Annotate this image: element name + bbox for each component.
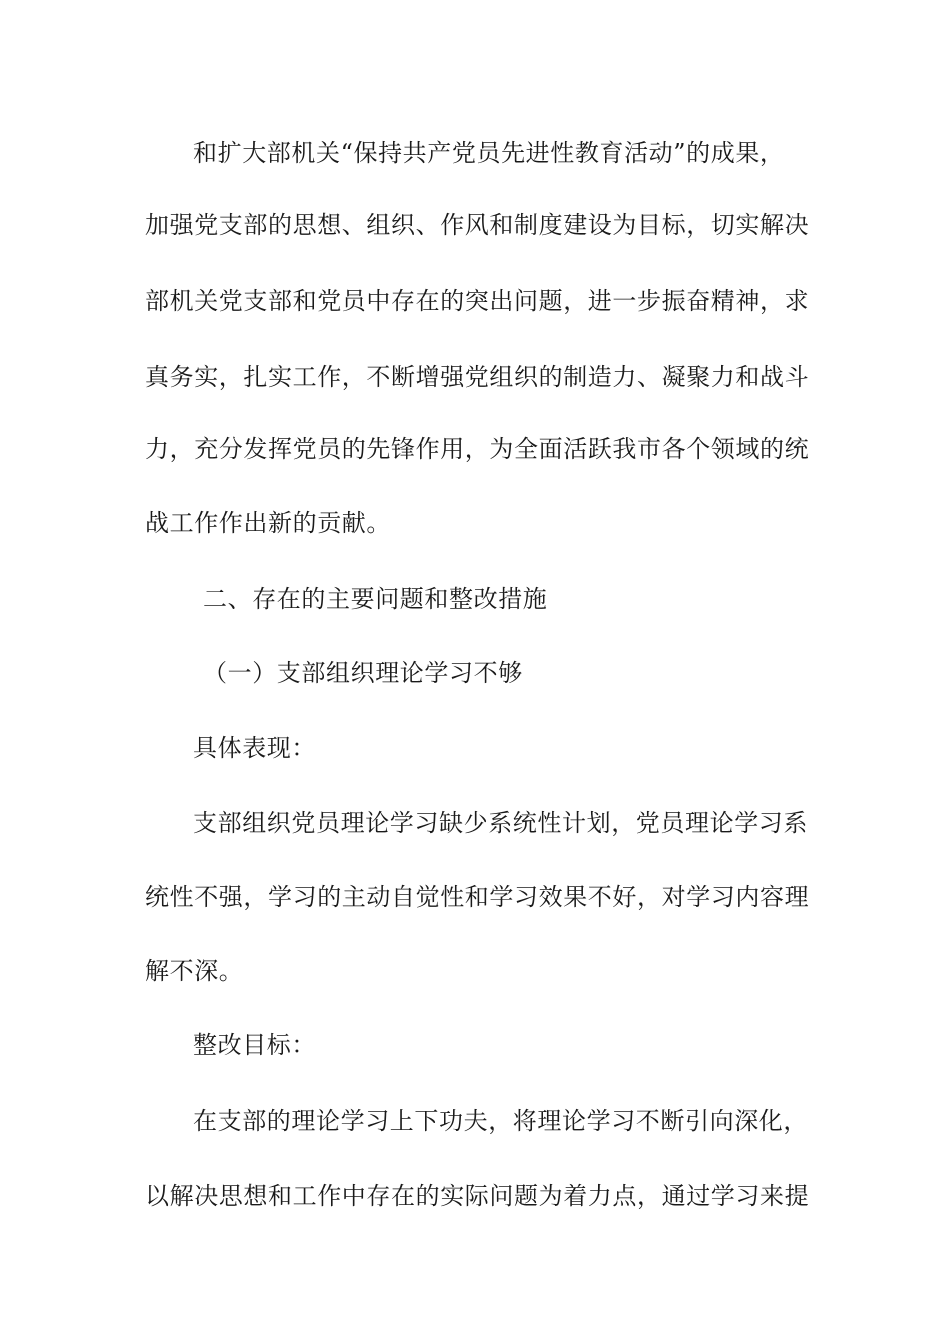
- paragraph-line: 真务实，扎实工作，不断增强党组织的制造力、凝聚力和战斗: [145, 363, 810, 391]
- paragraph-line: 支部组织党员理论学习缺少系统性计划，党员理论学习系: [193, 809, 808, 837]
- paragraph-line: 以解决思想和工作中存在的实际问题为着力点，通过学习来提: [145, 1182, 810, 1210]
- paragraph-line: 力，充分发挥党员的先锋作用，为全面活跃我市各个领域的统: [145, 435, 810, 463]
- paragraph-line: 统性不强，学习的主动自觉性和学习效果不好，对学习内容理: [145, 883, 810, 911]
- paragraph-line: 在支部的理论学习上下功夫，将理论学习不断引向深化，: [193, 1107, 808, 1135]
- paragraph-line: 战工作作出新的贡献。: [145, 509, 391, 537]
- label-line: 整改目标：: [193, 1031, 316, 1059]
- paragraph-line: 和扩大部机关“保持共产党员先进性教育活动”的成果，: [193, 139, 785, 167]
- paragraph-line: 加强党支部的思想、组织、作风和制度建设为目标，切实解决: [145, 211, 810, 239]
- label-line: 具体表现：: [193, 734, 316, 762]
- paragraph-line: 部机关党支部和党员中存在的突出问题，进一步振奋精神，求: [145, 287, 810, 315]
- subsection-heading: （一）支部组织理论学习不够: [203, 659, 523, 687]
- section-heading: 二、存在的主要问题和整改措施: [203, 585, 548, 613]
- paragraph-line: 解不深。: [145, 957, 244, 985]
